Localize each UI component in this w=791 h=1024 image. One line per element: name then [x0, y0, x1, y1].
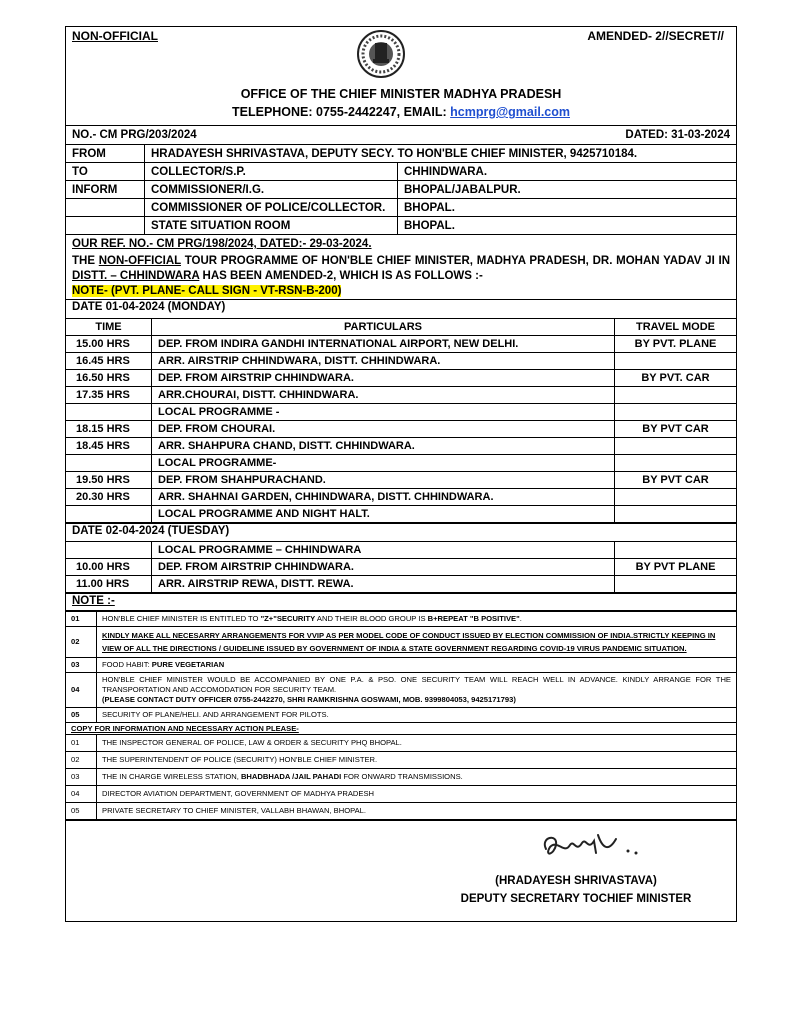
mode-cell — [615, 404, 737, 421]
reference-block — [66, 235, 736, 300]
mode-cell — [615, 489, 737, 506]
table-row — [66, 708, 736, 723]
mode-cell: BY PVT PLANE — [615, 559, 737, 576]
mode-cell — [615, 387, 737, 404]
address-label — [66, 217, 145, 235]
address-place: BHOPAL/JABALPUR. — [398, 181, 737, 199]
day2-schedule-table — [66, 542, 736, 593]
table-row — [66, 489, 736, 506]
address-place: BHOPAL. — [398, 217, 737, 235]
note-fragment: (PLEASE CONTACT DUTY OFFICER 0755-2442270, SHRI RAMKRISHNA GOSWAMI, MOB. 9399804053, 9425171793) — [102, 695, 516, 704]
day1-schedule-table — [66, 319, 736, 523]
day1-date: DATE 01-04-2024 (MONDAY) — [66, 300, 736, 319]
table-row — [66, 612, 736, 627]
table-row — [66, 559, 736, 576]
copy-fragment: FOR ONWARD TRANSMISSIONS. — [341, 772, 463, 781]
letter-date: DATED: 31-03-2024 — [625, 129, 730, 141]
table-row — [66, 658, 736, 673]
mode-cell: BY PVT. PLANE — [615, 336, 737, 353]
address-label: INFORM — [66, 181, 145, 199]
time-cell — [66, 506, 152, 523]
copy-heading: COPY FOR INFORMATION AND NECESSARY ACTION PLEASE- — [66, 723, 736, 735]
table-row — [66, 455, 736, 472]
particulars-cell: DEP. FROM AIRSTRIP CHHINDWARA. — [152, 370, 615, 387]
particulars-cell: ARR.CHOURAI, DISTT. CHHINDWARA. — [152, 387, 615, 404]
particulars-cell: ARR. SHAHNAI GARDEN, CHHINDWARA, DISTT. CHHINDWARA. — [152, 489, 615, 506]
table-row — [66, 163, 736, 181]
time-cell — [66, 404, 152, 421]
time-cell: 15.00 HRS — [66, 336, 152, 353]
note-fragment: FOOD HABIT: — [102, 660, 152, 669]
table-row — [66, 387, 736, 404]
particulars-cell: ARR. AIRSTRIP REWA, DISTT. REWA. — [152, 576, 615, 593]
note-text — [97, 612, 737, 627]
table-row — [66, 627, 736, 658]
mode-cell — [615, 438, 737, 455]
time-cell — [66, 455, 152, 472]
note-number: 01 — [66, 612, 97, 627]
address-label: TO — [66, 163, 145, 181]
table-row — [66, 803, 736, 820]
table-row — [66, 421, 736, 438]
copy-number: 05 — [66, 803, 97, 820]
particulars-cell: DEP. FROM AIRSTRIP CHHINDWARA. — [152, 559, 615, 576]
table-row — [66, 145, 736, 163]
table-row — [66, 404, 736, 421]
table-row — [66, 769, 736, 786]
note-fragment: . — [519, 614, 522, 623]
time-cell: 16.50 HRS — [66, 370, 152, 387]
particulars-cell: LOCAL PROGRAMME- — [152, 455, 615, 472]
time-cell: 11.00 HRS — [66, 576, 152, 593]
address-name: COMMISSIONER OF POLICE/COLLECTOR. — [145, 199, 398, 217]
mode-cell — [615, 576, 737, 593]
copy-recipient — [97, 769, 737, 786]
note-text — [97, 658, 737, 673]
note-text — [97, 673, 737, 708]
note-fragment: HON'BLE CHIEF MINISTER IS ENTITLED TO — [102, 614, 261, 623]
table-row — [66, 336, 736, 353]
addressing-table — [66, 145, 736, 235]
table-row — [66, 752, 736, 769]
telephone-text: TELEPHONE: 0755-2442247, EMAIL: — [232, 105, 451, 119]
table-row — [66, 472, 736, 489]
copy-number: 01 — [66, 735, 97, 752]
address-name: HRADAYESH SHRIVASTAVA, DEPUTY SECY. TO HON'BLE CHIEF MINISTER, 9425710184. — [145, 145, 737, 163]
signature-icon — [536, 827, 646, 867]
table-row — [66, 353, 736, 370]
copy-number: 04 — [66, 786, 97, 803]
mode-cell — [615, 542, 737, 559]
table-row — [66, 199, 736, 217]
notes-table — [66, 611, 736, 723]
note-fragment: B+REPEAT "B POSITIVE" — [427, 614, 520, 623]
signature-block — [66, 820, 736, 921]
note-text — [97, 627, 737, 658]
table-header-row — [66, 319, 736, 336]
table-row — [66, 735, 736, 752]
time-cell: 18.15 HRS — [66, 421, 152, 438]
office-title: OFFICE OF THE CHIEF MINISTER MADHYA PRADESH — [240, 87, 562, 101]
mode-cell — [615, 506, 737, 523]
copy-fragment: BHADBHADA /JAIL PAHADI — [240, 772, 342, 781]
time-cell: 20.30 HRS — [66, 489, 152, 506]
copy-recipient: THE INSPECTOR GENERAL OF POLICE, LAW & ORDER & SECURITY PHQ BHOPAL. — [97, 735, 737, 752]
copy-recipient: DIRECTOR AVIATION DEPARTMENT, GOVERNMENT OF MADHYA PRADESH — [97, 786, 737, 803]
mode-cell: BY PVT CAR — [615, 472, 737, 489]
table-row — [66, 673, 736, 708]
amendment-label: AMENDED- 2//SECRET// — [587, 29, 724, 43]
address-label: FROM — [66, 145, 145, 163]
day2-date: DATE 02-04-2024 (TUESDAY) — [66, 523, 736, 542]
column-header: PARTICULARS — [152, 319, 615, 336]
table-row — [66, 370, 736, 387]
particulars-cell: LOCAL PROGRAMME - — [152, 404, 615, 421]
copy-list-table — [66, 735, 736, 820]
programme-description — [72, 254, 730, 284]
time-cell: 17.35 HRS — [66, 387, 152, 404]
note-fragment: AND THEIR BLOOD GROUP IS — [315, 614, 428, 623]
note-number: 02 — [66, 627, 97, 658]
letter-number: NO.- CM PRG/203/2024 — [72, 129, 197, 141]
table-row — [66, 217, 736, 235]
time-cell: 10.00 HRS — [66, 559, 152, 576]
particulars-cell: ARR. AIRSTRIP CHHINDWARA, DISTT. CHHINDWARA. — [152, 353, 615, 370]
copy-number: 03 — [66, 769, 97, 786]
particulars-cell: LOCAL PROGRAMME – CHHINDWARA — [152, 542, 615, 559]
body-text: NON-OFFICIAL — [98, 255, 181, 267]
address-name: STATE SITUATION ROOM — [145, 217, 398, 235]
mode-cell — [615, 455, 737, 472]
our-reference: OUR REF. NO.- CM PRG/198/2024, DATED:- 29-03-2024. — [72, 238, 372, 250]
time-cell — [66, 542, 152, 559]
table-row — [66, 181, 736, 199]
column-header: TIME — [66, 319, 152, 336]
address-name: COLLECTOR/S.P. — [145, 163, 398, 181]
state-emblem-icon — [351, 29, 411, 79]
copy-number: 02 — [66, 752, 97, 769]
note-fragment: KINDLY MAKE ALL NECESARRY ARRANGEMENTS FOR VVIP AS PER MODEL CODE OF CONDUCT ISSUED BY ELECTION COMMISSION OF INDIA.STRICTLY KEEPING IN VIEW OF ALL THE DIRECTIONS / GUIDELINE ISSUED BY GOVERNMENT OF INDIA & STATE GOVERNMENT REGARDING COVID-19 VIRUS PANDEMIC SITUATION. — [102, 631, 716, 653]
address-place: CHHINDWARA. — [398, 163, 737, 181]
letterhead — [66, 27, 736, 126]
time-cell: 18.45 HRS — [66, 438, 152, 455]
call-sign-note: NOTE- (PVT. PLANE- CALL SIGN - VT-RSN-B-200) — [72, 285, 342, 297]
particulars-cell: LOCAL PROGRAMME AND NIGHT HALT. — [152, 506, 615, 523]
address-name: COMMISSIONER/I.G. — [145, 181, 398, 199]
notes-heading: NOTE :- — [66, 593, 736, 611]
email-link[interactable]: hcmprg@gmail.com — [450, 105, 570, 119]
signatory-designation: DEPUTY SECRETARY TOCHIEF MINISTER — [460, 893, 692, 905]
note-text: SECURITY OF PLANE/HELI. AND ARRANGEMENT FOR PILOTS. — [97, 708, 737, 723]
particulars-cell: DEP. FROM INDIRA GANDHI INTERNATIONAL AIRPORT, NEW DELHI. — [152, 336, 615, 353]
address-label — [66, 199, 145, 217]
body-text: THE — [72, 255, 99, 267]
note-fragment: HON'BLE CHIEF MINISTER WOULD BE ACCOMPANIED BY ONE P.A. & PSO. ONE SECURITY TEAM WILL REACH WELL IN ADVANCE. KINDLY ARRANGE FOR THE TRANSPORTATION AND ACCOMODATION FOR SECURITY TEAM. — [102, 675, 731, 694]
copy-recipient: THE SUPERINTENDENT OF POLICE (SECURITY) HON'BLE CHIEF MINISTER. — [97, 752, 737, 769]
copy-recipient: PRIVATE SECRETARY TO CHIEF MINISTER, VALLABH BHAWAN, BHOPAL. — [97, 803, 737, 820]
classification-label: NON-OFFICIAL — [72, 29, 158, 43]
note-fragment: PURE VEGETARIAN — [151, 660, 225, 669]
column-header: TRAVEL MODE — [615, 319, 737, 336]
table-row — [66, 506, 736, 523]
mode-cell: BY PVT. CAR — [615, 370, 737, 387]
table-row — [66, 542, 736, 559]
contact-line — [66, 105, 736, 119]
mode-cell: BY PVT CAR — [615, 421, 737, 438]
particulars-cell: ARR. SHAHPURA CHAND, DISTT. CHHINDWARA. — [152, 438, 615, 455]
body-text: TOUR PROGRAMME OF HON'BLE CHIEF MINISTER, MADHYA PRADESH, DR. MOHAN YADAV JI IN — [180, 255, 731, 267]
table-row — [66, 786, 736, 803]
particulars-cell: DEP. FROM CHOURAI. — [152, 421, 615, 438]
table-row — [66, 438, 736, 455]
note-number: 04 — [66, 673, 97, 708]
signatory-name: (HRADAYESH SHRIVASTAVA) — [495, 875, 657, 887]
document — [65, 26, 737, 922]
body-text: HAS BEEN AMENDED-2, WHICH IS AS FOLLOWS :- — [199, 270, 483, 282]
copy-fragment: THE IN CHARGE WIRELESS STATION, — [102, 772, 241, 781]
mode-cell — [615, 353, 737, 370]
note-fragment: "Z+"SECURITY — [260, 614, 316, 623]
time-cell: 16.45 HRS — [66, 353, 152, 370]
body-text: DISTT. – CHHINDWARA — [72, 270, 200, 282]
note-number: 05 — [66, 708, 97, 723]
address-place: BHOPAL. — [398, 199, 737, 217]
time-cell: 19.50 HRS — [66, 472, 152, 489]
note-number: 03 — [66, 658, 97, 673]
reference-number-row — [66, 126, 736, 145]
table-row — [66, 576, 736, 593]
particulars-cell: DEP. FROM SHAHPURACHAND. — [152, 472, 615, 489]
